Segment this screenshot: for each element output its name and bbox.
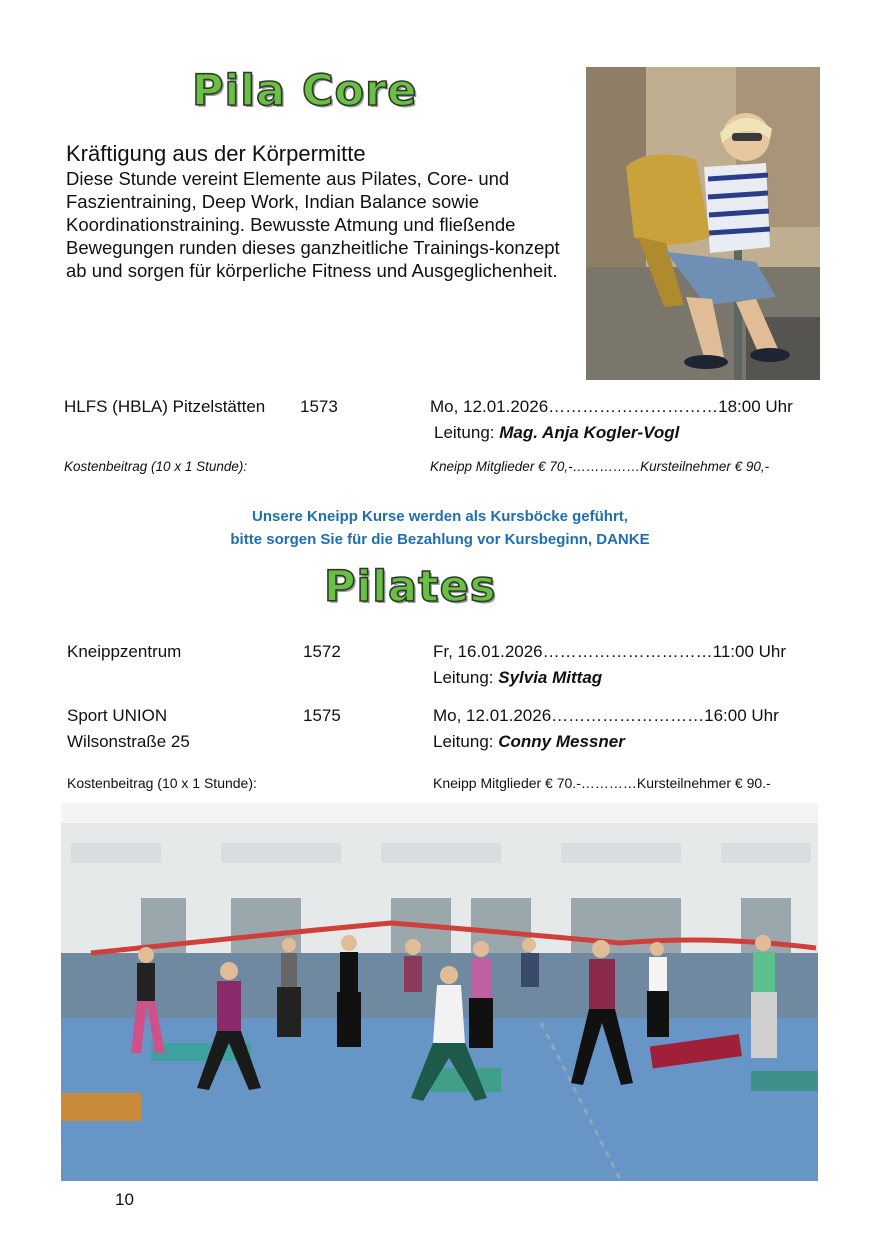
pilates-course2-schedule: Mo, 12.01.2026………………………16:00 Uhr xyxy=(433,706,779,725)
payment-notice-line2: bitte sorgen Sie für die Bezahlung vor Kursbeginn, DANKE xyxy=(230,531,650,548)
pila-core-location: HLFS (HBLA) Pitzelstätten xyxy=(64,397,266,416)
pila-core-schedule: Mo, 12.01.2026…………………………18:00 Uhr xyxy=(430,397,793,416)
pilates-course1-location: Kneippzentrum xyxy=(67,642,182,661)
pilates-course1-leader-line xyxy=(433,665,602,691)
instructor-photo xyxy=(586,67,820,380)
leader-label: Leitung: xyxy=(433,668,499,687)
pila-core-title: Pila Core xyxy=(192,66,418,116)
pilates-course2-location: Sport UNION xyxy=(67,706,168,725)
leader-name: Sylvia Mittag xyxy=(498,668,603,687)
group-class-photo xyxy=(61,803,818,1181)
pila-core-leader-line xyxy=(434,420,679,446)
pilates-cost-label: Kostenbeitrag (10 x 1 Stunde): xyxy=(67,775,257,791)
payment-notice xyxy=(140,505,740,551)
pila-core-subtitle: Kräftigung aus der Körpermitte xyxy=(66,141,366,166)
leader-label: Leitung: xyxy=(433,732,499,751)
pila-core-course-number: 1573 xyxy=(300,397,338,416)
pilates-course2-location-street: Wilsonstraße 25 xyxy=(67,732,190,751)
pilates-cost-values: Kneipp Mitglieder € 70.-…………Kursteilnehmer € 90.- xyxy=(433,775,771,791)
pila-core-cost-label: Kostenbeitrag (10 x 1 Stunde): xyxy=(64,459,248,474)
pilates-course2-leader-line xyxy=(433,729,625,755)
pila-core-description: Diese Stunde vereint Elemente aus Pilates, Core- und Faszientraining, Deep Work, Indian Balance sowie Koordinationstraining. Bewusste Atmung und fließende Bewegungen runden dieses ganzheitliche Trainings-konzept ab und sorgen für körperliche Fitness und Ausgeglichenheit. xyxy=(66,168,560,281)
page-number: 10 xyxy=(115,1190,134,1209)
pila-core-cost-values: Kneipp Mitglieder € 70,-……………Kursteilnehmer € 90,- xyxy=(430,459,770,474)
leader-label: Leitung: xyxy=(434,423,500,442)
pilates-course1-number: 1572 xyxy=(303,642,341,661)
leader-name: Conny Messner xyxy=(498,732,625,751)
payment-notice-line1: Unsere Kneipp Kurse werden als Kursböcke geführt, xyxy=(252,508,628,525)
pilates-course2-number: 1575 xyxy=(303,706,341,725)
leader-name: Mag. Anja Kogler-Vogl xyxy=(499,423,680,442)
pilates-course1-schedule: Fr, 16.01.2026…………………………11:00 Uhr xyxy=(433,642,787,661)
pilates-title: Pilates xyxy=(324,562,497,612)
